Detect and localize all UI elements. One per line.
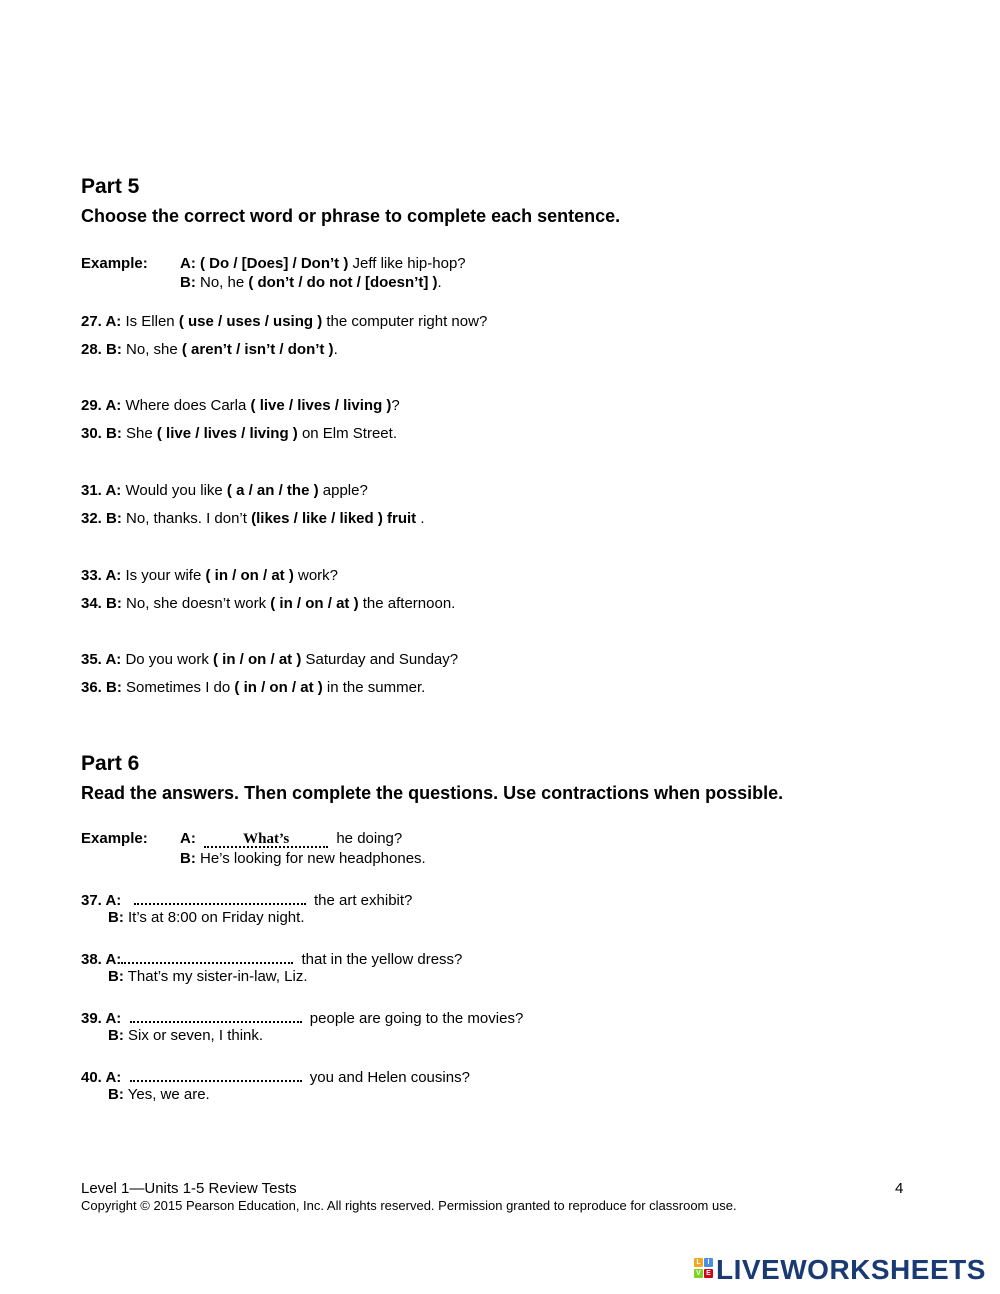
part5-example-b: B: No, he ( don’t / do not / [doesn’t] ). [180, 274, 442, 291]
question-30[interactable]: 30. B: She ( live / lives / living ) on Elm Street. [81, 425, 397, 442]
question-29[interactable]: 29. A: Where does Carla ( live / lives / living )? [81, 397, 400, 414]
answer-input-38[interactable] [121, 945, 293, 963]
answer-input-37[interactable] [134, 886, 306, 904]
answer-input-39[interactable] [130, 1004, 302, 1022]
answer-blank-38[interactable] [121, 948, 293, 964]
example-answer: What’s [204, 832, 328, 848]
answer-blank-39[interactable] [130, 1007, 302, 1023]
question-28[interactable]: 28. B: No, she ( aren’t / isn’t / don’t ). [81, 341, 338, 358]
part5-title: Part 5 [81, 175, 140, 198]
answer-blank-37[interactable] [134, 889, 306, 905]
copyright: Copyright © 2015 Pearson Education, Inc. All rights reserved. Permission granted to reproduce for classroom use. [81, 1198, 737, 1213]
question-32[interactable]: 32. B: No, thanks. I don’t (likes / like / liked ) fruit . [81, 510, 425, 527]
footer-level: Level 1—Units 1-5 Review Tests [81, 1180, 297, 1197]
answer-input-40[interactable] [130, 1063, 302, 1081]
part5-example-label: Example: [81, 255, 148, 272]
question-38-a: 38. A: that in the yellow dress? [81, 948, 462, 968]
part6-instruction: Read the answers. Then complete the questions. Use contractions when possible. [81, 783, 784, 803]
part6-example-label: Example: [81, 830, 148, 847]
logo-tile-i: I [704, 1258, 713, 1267]
logo-tile-l: L [694, 1258, 703, 1267]
question-38-b: B: That’s my sister-in-law, Liz. [108, 968, 308, 985]
question-35[interactable]: 35. A: Do you work ( in / on / at ) Saturday and Sunday? [81, 651, 459, 668]
question-33[interactable]: 33. A: Is your wife ( in / on / at ) work? [81, 567, 339, 584]
question-31[interactable]: 31. A: Would you like ( a / an / the ) apple? [81, 482, 368, 499]
logo-text: LIVEWORKSHEETS [716, 1254, 986, 1285]
question-40-a: 40. A: you and Helen cousins? [81, 1066, 470, 1086]
question-37-a: 37. A: the art exhibit? [81, 889, 412, 909]
part5-example-a: A: ( Do / [Does] / Don’t ) Jeff like hip-hop? [180, 255, 466, 272]
question-36[interactable]: 36. B: Sometimes I do ( in / on / at ) in the summer. [81, 679, 426, 696]
question-39-b: B: Six or seven, I think. [108, 1027, 264, 1044]
question-34[interactable]: 34. B: No, she doesn’t work ( in / on / at ) the afternoon. [81, 595, 456, 612]
question-39-a: 39. A: people are going to the movies? [81, 1007, 523, 1027]
logo-tile-e: E [704, 1269, 713, 1278]
part5-instruction: Choose the correct word or phrase to complete each sentence. [81, 206, 621, 226]
part6-title: Part 6 [81, 752, 140, 775]
logo-tile-v: V [694, 1269, 703, 1278]
page-number: 4 [895, 1180, 904, 1197]
part6-example-a: A: What’s he doing? [180, 830, 403, 847]
question-40-b: B: Yes, we are. [108, 1086, 210, 1103]
question-27[interactable]: 27. A: Is Ellen ( use / uses / using ) the computer right now? [81, 313, 488, 330]
part6-example-b: B: He’s looking for new headphones. [180, 850, 426, 867]
answer-blank-40[interactable] [130, 1066, 302, 1082]
question-37-b: B: It’s at 8:00 on Friday night. [108, 909, 305, 926]
